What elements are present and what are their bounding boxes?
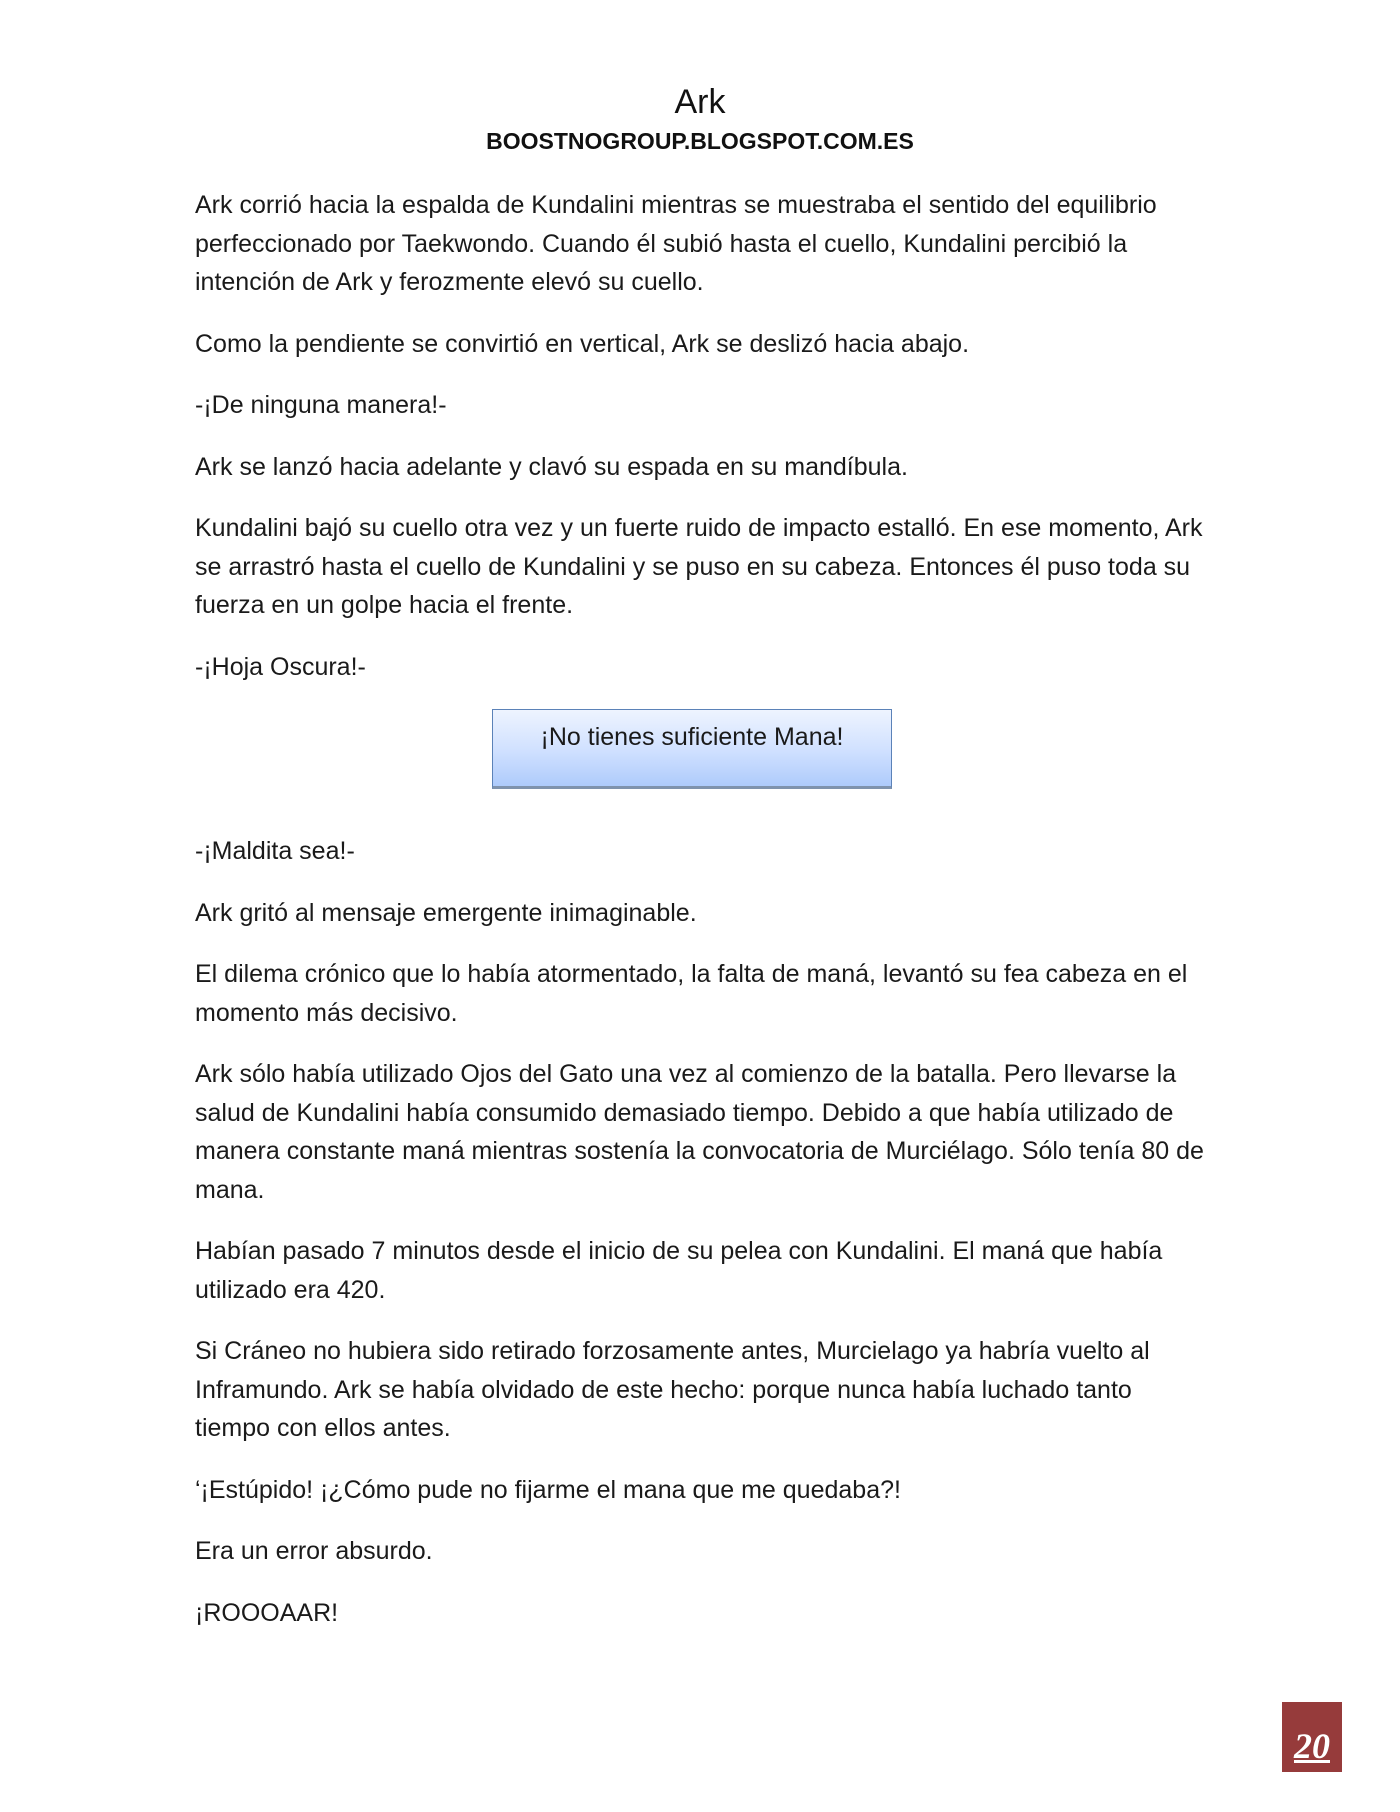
system-message-container <box>195 709 1205 789</box>
paragraph: ‘¡Estúpido! ¡¿Cómo pude no fijarme el mana que me quedaba?! <box>195 1475 901 1504</box>
paragraph: -¡Maldita sea!- <box>195 837 355 865</box>
paragraph: Si Cráneo no hubiera sido retirado forzosamente antes, Murcielago ya habría vuelto al Inframundo. Ark se había olvidado de este hecho: porque nunca había luchado tanto tiempo con ellos antes. <box>195 1337 1150 1442</box>
paragraph: Kundalini bajó su cuello otra vez y un fuerte ruido de impacto estalló. En ese momento, Ark se arrastró hasta el cuello de Kundalini y se puso en su cabeza. Entonces él puso toda su fuerza en un golpe hacia el frente. <box>195 514 1203 619</box>
paragraph: El dilema crónico que lo había atormentado, la falta de maná, levantó su fea cabeza en el momento más decisivo. <box>195 960 1188 1027</box>
paragraph: Ark gritó al mensaje emergente inimaginable. <box>195 898 697 927</box>
blog-url: BOOSTNOGROUP.BLOGSPOT.COM.ES <box>486 128 914 154</box>
paragraph: Habían pasado 7 minutos desde el inicio de su pelea con Kundalini. El maná que había utilizado era 420. <box>195 1237 1163 1304</box>
system-message-box: ¡No tienes suficiente Mana! <box>492 709 892 789</box>
paragraph: Ark sólo había utilizado Ojos del Gato una vez al comienzo de la batalla. Pero llevarse la salud de Kundalini había consumido demasiado tiempo. Debido a que había utilizado de manera constante maná mientras sostenía la convocatoria de Murciélago. Sólo tenía 80 de mana. <box>195 1060 1204 1204</box>
page-header <box>0 80 1400 156</box>
paragraph: -¡De ninguna manera!- <box>195 391 447 419</box>
paragraph: Era un error absurdo. <box>195 1537 433 1565</box>
paragraph: Como la pendiente se convirtió en vertical, Ark se deslizó hacia abajo. <box>195 329 970 358</box>
paragraph: Ark se lanzó hacia adelante y clavó su espada en su mandíbula. <box>195 452 908 481</box>
book-title: Ark <box>674 83 726 121</box>
paragraph: ¡ROOOAAR! <box>195 1598 339 1627</box>
body-text <box>195 186 1205 1655</box>
paragraph: -¡Hoja Oscura!- <box>195 652 366 681</box>
paragraph: Ark corrió hacia la espalda de Kundalini mientras se muestraba el sentido del equilibrio perfeccionado por Taekwondo. Cuando él subió hasta el cuello, Kundalini percibió la intención de Ark y ferozmente elevó su cuello. <box>195 191 1157 296</box>
page-number: 20 <box>1282 1702 1342 1772</box>
